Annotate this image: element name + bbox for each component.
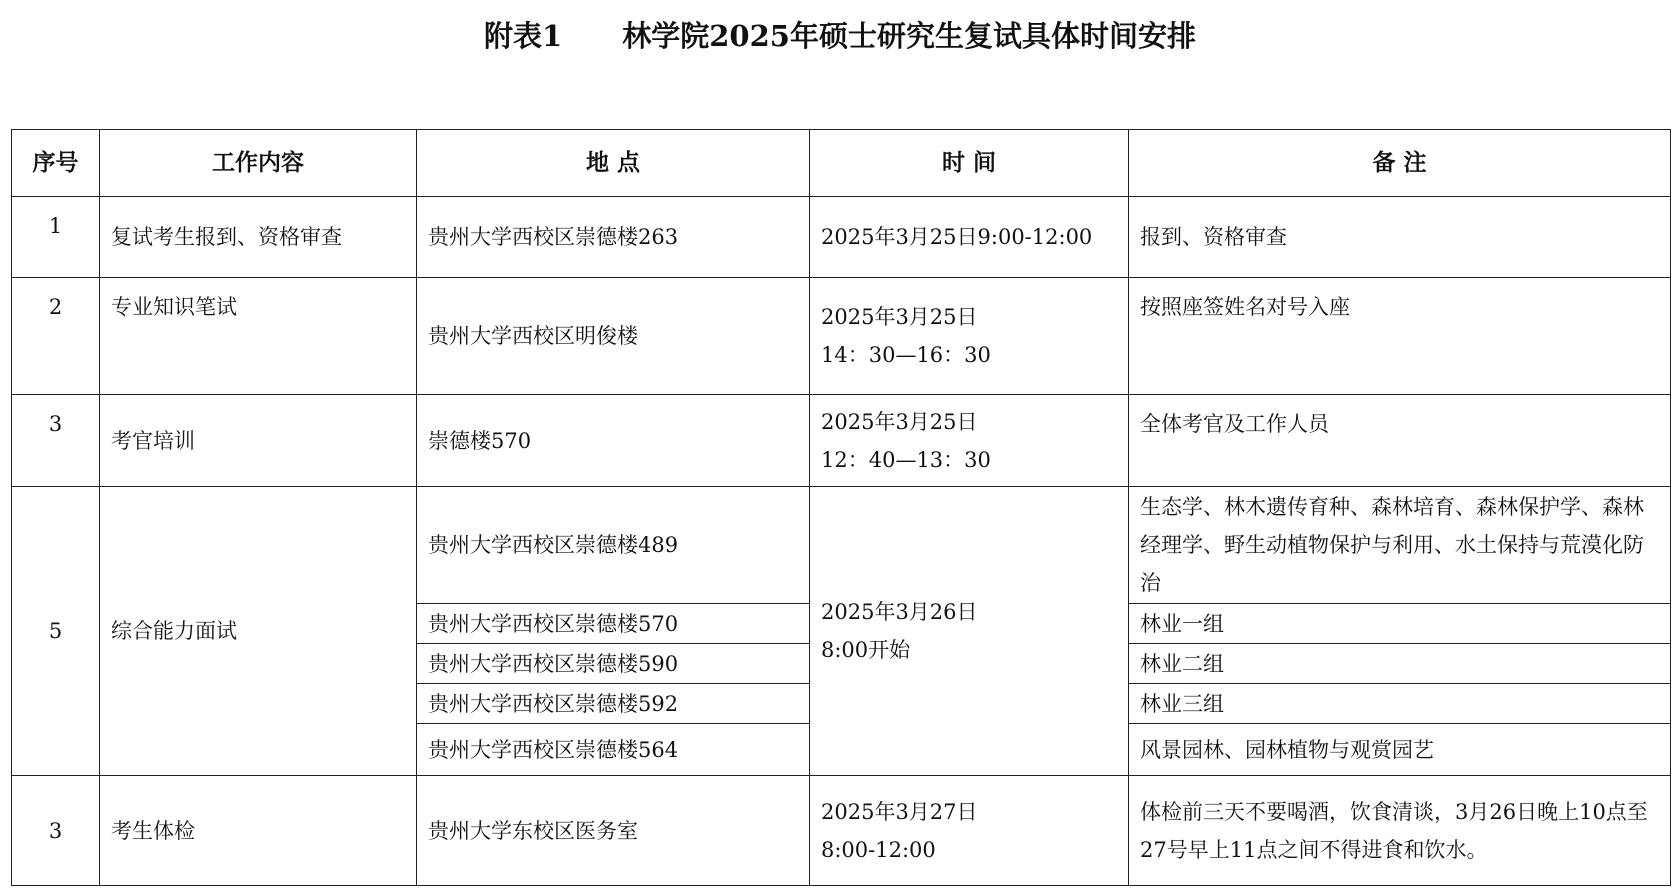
row-place: 贵州大学西校区崇德楼570 — [417, 604, 810, 644]
header-number: 序号 — [12, 130, 100, 197]
row-note: 林业一组 — [1129, 604, 1671, 644]
table-row — [12, 395, 1671, 487]
row-place: 崇德楼570 — [417, 395, 810, 487]
row-work: 复试考生报到、资格审查 — [100, 197, 417, 278]
row-work: 专业知识笔试 — [100, 278, 417, 395]
table-row — [12, 776, 1671, 886]
schedule-table — [11, 129, 1671, 886]
row-note: 体检前三天不要喝酒，饮食清谈，3月26日晚上10点至27号早上11点之间不得进食和饮水。 — [1129, 776, 1671, 886]
header-time: 时 间 — [810, 130, 1129, 197]
row-work: 综合能力面试 — [100, 487, 417, 776]
header-place: 地 点 — [417, 130, 810, 197]
header-work: 工作内容 — [100, 130, 417, 197]
row-note: 林业三组 — [1129, 684, 1671, 724]
row-place: 贵州大学西校区崇德楼564 — [417, 724, 810, 776]
row-note: 林业二组 — [1129, 644, 1671, 684]
table-row — [12, 197, 1671, 278]
row-work: 考生体检 — [100, 776, 417, 886]
row-place: 贵州大学西校区崇德楼592 — [417, 684, 810, 724]
row-number: 3 — [12, 395, 100, 487]
title-text: 林学院2025年硕士研究生复试具体时间安排 — [622, 19, 1196, 53]
table-row — [12, 278, 1671, 395]
row-place: 贵州大学东校区医务室 — [417, 776, 810, 886]
row-number: 5 — [12, 487, 100, 776]
row-time: 2025年3月25日 12：40—13：30 — [810, 395, 1129, 487]
row-note: 生态学、林木遗传育种、森林培育、森林保护学、森林经理学、野生动植物保护与利用、水土保持与荒漠化防治 — [1129, 487, 1671, 604]
table-header-row — [12, 130, 1671, 197]
row-time: 2025年3月25日9:00-12:00 — [810, 197, 1129, 278]
row-note: 风景园林、园林植物与观赏园艺 — [1129, 724, 1671, 776]
row-time: 2025年3月25日 14：30—16：30 — [810, 278, 1129, 395]
row-work: 考官培训 — [100, 395, 417, 487]
table-row — [12, 487, 1671, 604]
row-number: 1 — [12, 197, 100, 278]
row-place: 贵州大学西校区崇德楼263 — [417, 197, 810, 278]
document-title — [0, 14, 1680, 55]
row-time: 2025年3月27日 8:00-12:00 — [810, 776, 1129, 886]
row-note: 报到、资格审查 — [1129, 197, 1671, 278]
row-note: 全体考官及工作人员 — [1129, 395, 1671, 487]
row-place: 贵州大学西校区崇德楼489 — [417, 487, 810, 604]
row-number: 3 — [12, 776, 100, 886]
row-place: 贵州大学西校区崇德楼590 — [417, 644, 810, 684]
header-note: 备 注 — [1129, 130, 1671, 197]
row-note: 按照座签姓名对号入座 — [1129, 278, 1671, 395]
row-number: 2 — [12, 278, 100, 395]
row-place: 贵州大学西校区明俊楼 — [417, 278, 810, 395]
row-time: 2025年3月26日 8:00开始 — [810, 487, 1129, 776]
title-label: 附表1 — [484, 19, 563, 53]
